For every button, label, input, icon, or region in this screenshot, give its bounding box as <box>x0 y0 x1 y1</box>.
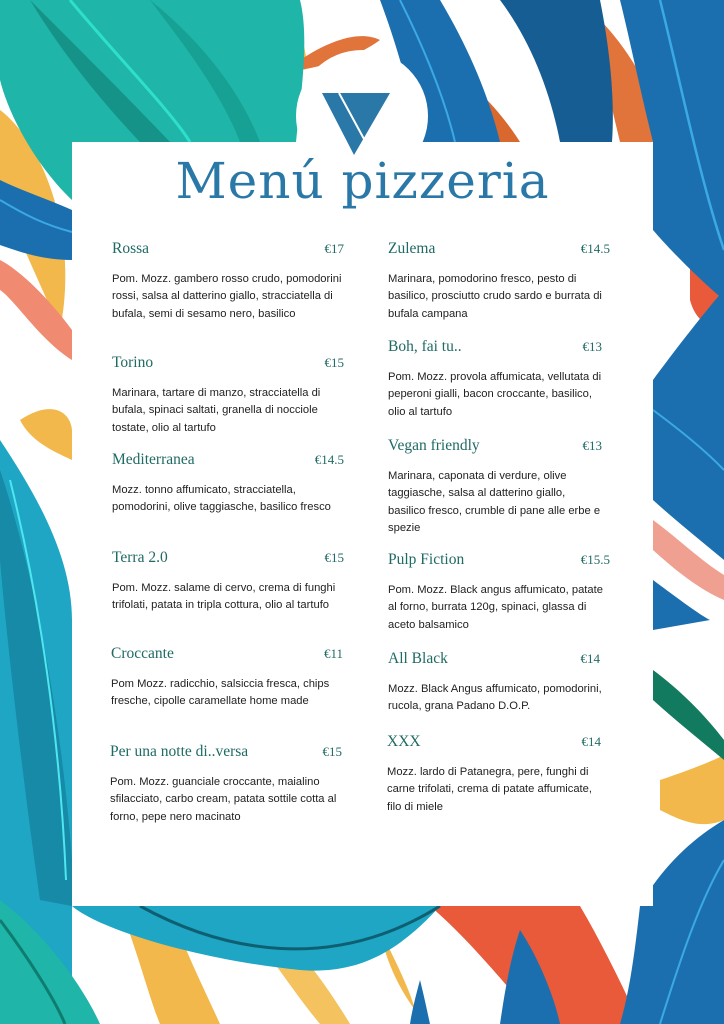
item-name: Terra 2.0 <box>112 549 168 566</box>
menu-item-all-black <box>388 650 618 716</box>
page-title: Menú pizzeria <box>175 152 550 210</box>
item-description: Pom. Mozz. salame di cervo, crema di funghi trifolati, patata in tripla cottura, olio al tartufo <box>112 582 336 612</box>
menu-item-croccante <box>111 645 343 711</box>
item-price: €14.5 <box>314 452 344 467</box>
item-price: €14 <box>580 651 600 666</box>
item-price: €17 <box>324 241 344 256</box>
item-name: Per una notte di..versa <box>110 743 249 760</box>
item-price: €14.5 <box>580 241 610 256</box>
item-price: €15 <box>322 744 342 759</box>
menu-item-zulema <box>388 240 610 323</box>
item-name: Rossa <box>112 240 150 257</box>
item-name: Vegan friendly <box>388 437 480 454</box>
item-price: €13 <box>582 438 602 453</box>
item-description: Pom. Mozz. Black angus affumicato, patate al forno, burrata 120g, spinaci, glassa di aceto balsamico <box>388 584 603 631</box>
menu-item-vegan-friendly <box>388 437 602 537</box>
item-description: Pom. Mozz. gambero rosso crudo, pomodorini rossi, salsa al datterino giallo, stracciatella di bufala, semi di sesamo nero, basilico <box>112 273 342 320</box>
item-description: Marinara, tartare di manzo, stracciatella di bufala, spinaci saltati, granella di nocciole tostate, olio al tartufo <box>112 387 321 434</box>
menu-item-pulp-fiction <box>388 551 610 634</box>
menu-item-per-una-notte <box>110 743 342 826</box>
item-description: Pom. Mozz. provola affumicata, vellutata di peperoni gialli, bacon croccante, basilico, olio al tartufo <box>388 371 602 418</box>
item-price: €15 <box>324 550 344 565</box>
menu-item-terra <box>112 549 344 615</box>
item-name: XXX <box>387 733 421 750</box>
item-name: Croccante <box>111 645 174 662</box>
item-description: Marinara, caponata di verdure, olive taggiasche, salsa al datterino giallo, basilico fresco, crumble di pane alle erbe e spezie <box>388 470 601 534</box>
item-name: Zulema <box>388 240 436 257</box>
item-description: Pom Mozz. radicchio, salsiccia fresca, chips fresche, cipolle caramellate home made <box>111 678 330 708</box>
item-price: €15.5 <box>580 552 610 567</box>
item-price: €11 <box>323 646 343 661</box>
menu-item-xxx <box>387 733 609 816</box>
menu-item-boh-fai-tu <box>388 338 602 421</box>
item-description: Mozz. Black Angus affumicato, pomodorini, rucola, grana Padano D.O.P. <box>388 683 602 713</box>
item-price: €13 <box>582 339 602 354</box>
menu-item-torino <box>112 354 344 437</box>
item-price: €14 <box>581 734 601 749</box>
triangle-logo-icon <box>322 89 392 159</box>
item-name: Mediterranea <box>112 451 195 468</box>
item-price: €15 <box>324 355 344 370</box>
item-name: All Black <box>388 650 448 667</box>
item-description: Mozz. lardo di Patanegra, pere, funghi di carne trifolati, crema di patate affumicate, filo di miele <box>387 766 592 813</box>
item-name: Pulp Fiction <box>388 551 465 568</box>
menu-item-rossa <box>112 240 344 323</box>
item-description: Marinara, pomodorino fresco, pesto di basilico, prosciutto crudo sardo e burrata di bufala campana <box>388 273 602 320</box>
item-description: Mozz. tonno affumicato, stracciatella, pomodorini, olive taggiasche, basilico fresco <box>112 484 331 514</box>
item-description: Pom. Mozz. guanciale croccante, maialino sfilacciato, carbo cream, patata sottile cotta al forno, pepe nero macinato <box>110 776 337 823</box>
item-name: Boh, fai tu.. <box>388 338 462 355</box>
menu-item-mediterranea <box>112 451 344 517</box>
item-name: Torino <box>112 354 154 371</box>
